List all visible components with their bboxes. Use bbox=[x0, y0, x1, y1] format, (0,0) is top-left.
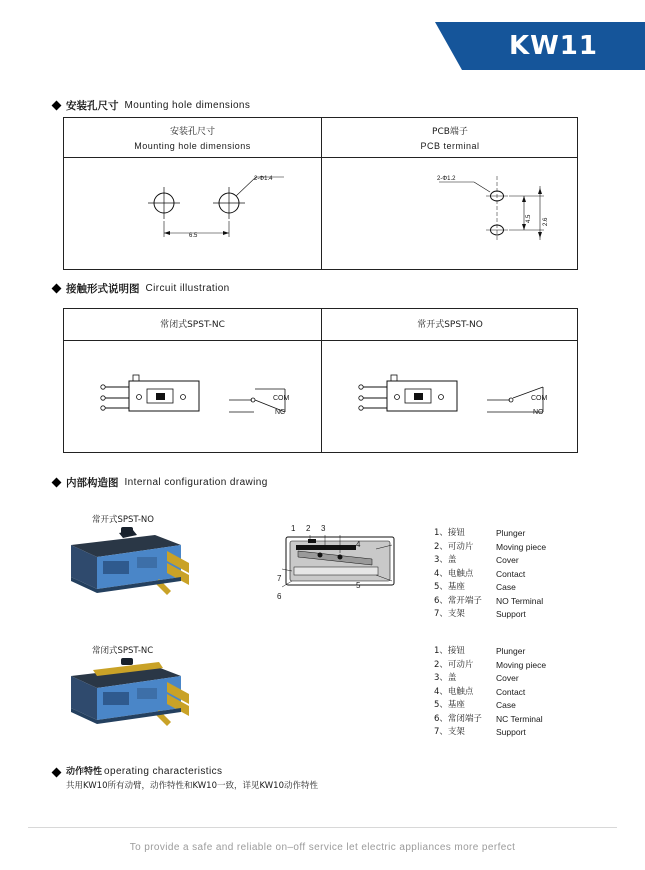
legend-item bbox=[434, 608, 546, 622]
circuit-nc-drawing bbox=[89, 367, 304, 437]
circuit-col1-header bbox=[64, 319, 321, 333]
legend-no-3-cn: 4、电触点 bbox=[434, 568, 474, 579]
operating-cn: 动作特性 bbox=[66, 767, 103, 777]
legend-item bbox=[434, 659, 546, 673]
diamond-bullet-icon bbox=[52, 767, 62, 777]
diamond-bullet-icon bbox=[52, 478, 62, 488]
mounting-col2-cn: PCB端子 bbox=[432, 127, 468, 137]
operating-en: operating characteristics bbox=[104, 766, 223, 777]
circuit-no-drawing bbox=[347, 367, 562, 437]
legend-item bbox=[434, 541, 546, 555]
legend-nc-1-en: Moving piece bbox=[496, 659, 547, 670]
switch-photo-no bbox=[63, 527, 193, 599]
mounting-dim-hole: 2-Φ1.4 bbox=[254, 176, 273, 182]
legend-nc-5-en: NC Terminal bbox=[496, 713, 543, 724]
circuit-table-hdivider bbox=[64, 340, 577, 341]
callout-5: 5 bbox=[356, 581, 361, 590]
mounting-dim-pitch: 6.5 bbox=[189, 233, 198, 239]
internal-cross-section-no bbox=[280, 525, 405, 595]
section-mounting-en: Mounting hole dimensions bbox=[124, 100, 251, 111]
callout-1: 1 bbox=[291, 524, 296, 533]
pcb-dim-v2: 2.6 bbox=[543, 217, 549, 226]
mounting-col2-en: PCB terminal bbox=[420, 140, 480, 151]
diamond-bullet-icon bbox=[52, 101, 62, 111]
legend-no-5-en: NO Terminal bbox=[496, 595, 544, 606]
legend-no-1-en: Moving piece bbox=[496, 541, 547, 552]
legend-nc-6-en: Support bbox=[496, 727, 526, 737]
legend-no-6-en: Support bbox=[496, 609, 526, 619]
mounting-table bbox=[63, 117, 578, 270]
legend-item bbox=[434, 672, 546, 686]
legend-no-3-en: Contact bbox=[496, 568, 526, 579]
mounting-col1-en: Mounting hole dimensions bbox=[134, 140, 251, 151]
legend-item bbox=[434, 713, 546, 727]
legend-nc-4-cn: 5、基座 bbox=[434, 700, 465, 710]
section-mounting-cn: 安装孔尺寸 bbox=[66, 100, 119, 112]
legend-item bbox=[434, 726, 546, 740]
footer-text: To provide a safe and reliable on–off service let electric appliances more perfect bbox=[129, 842, 516, 853]
circuit-col2-header bbox=[322, 319, 578, 333]
legend-no-1-cn: 2、可动片 bbox=[434, 541, 474, 552]
callout-7: 7 bbox=[277, 574, 282, 583]
circuit-nc-nc-label: NC bbox=[275, 409, 286, 416]
legend-item bbox=[434, 568, 546, 582]
legend-nc-3-cn: 4、电触点 bbox=[434, 686, 474, 697]
legend-no-5-cn: 6、常开端子 bbox=[434, 595, 482, 606]
legend-no-4-cn: 5、基座 bbox=[434, 582, 465, 592]
legend-item bbox=[434, 645, 546, 659]
pcb-dim-hole: 2-Φ1.2 bbox=[437, 176, 456, 182]
legend-item bbox=[434, 699, 546, 713]
legend-nc-3-en: Contact bbox=[496, 686, 526, 697]
legend-nc-2-en: Cover bbox=[496, 673, 519, 683]
diamond-bullet-icon bbox=[52, 284, 62, 294]
legend-nc-0-cn: 1、接钮 bbox=[434, 646, 465, 656]
mounting-col1-cn: 安装孔尺寸 bbox=[169, 127, 215, 137]
operating-note: 共用KW10所有动臂，动作特性和KW10一致，详见KW10动作特性 bbox=[66, 781, 318, 791]
mounting-col1-header bbox=[64, 126, 321, 153]
circuit-nc-com-label: COM bbox=[273, 395, 290, 402]
pcb-terminal-drawing bbox=[364, 168, 564, 263]
operating-heading bbox=[53, 765, 318, 779]
legend-no-0-en: Plunger bbox=[496, 528, 526, 538]
header-banner bbox=[462, 22, 645, 70]
callout-2: 2 bbox=[306, 524, 311, 533]
legend-item bbox=[434, 554, 546, 568]
legend-no-0-cn: 1、接钮 bbox=[434, 528, 465, 538]
page-title: KW11 bbox=[508, 31, 598, 61]
section-heading-mounting bbox=[53, 98, 250, 113]
legend-item bbox=[434, 527, 546, 541]
legend-nc-6-cn: 7、支架 bbox=[434, 727, 465, 737]
mounting-hole-drawing bbox=[124, 173, 304, 263]
legend-item bbox=[434, 686, 546, 700]
pcb-dim-v1: 4.5 bbox=[526, 214, 532, 223]
legend-nc-5-cn: 6、常闭端子 bbox=[434, 713, 482, 724]
legend-no-4-en: Case bbox=[496, 582, 516, 592]
circuit-table bbox=[63, 308, 578, 453]
legend-nc bbox=[434, 645, 546, 740]
legend-item bbox=[434, 581, 546, 595]
circuit-col1-label: 常闭式SPST-NC bbox=[160, 320, 225, 330]
legend-nc-0-en: Plunger bbox=[496, 646, 526, 656]
footer-divider bbox=[28, 827, 617, 828]
section-internal-cn: 内部构造图 bbox=[66, 477, 119, 489]
legend-nc-2-cn: 3、盖 bbox=[434, 673, 457, 683]
legend-nc-1-cn: 2、可动片 bbox=[434, 659, 474, 670]
circuit-no-com-label: COM bbox=[531, 395, 548, 402]
legend-no-6-cn: 7、支架 bbox=[434, 609, 465, 619]
photo-no-label: 常开式SPST-NO bbox=[92, 515, 154, 525]
photo-nc-label: 常闭式SPST-NC bbox=[92, 646, 154, 656]
section-internal-en: Internal configuration drawing bbox=[124, 477, 268, 488]
section-heading-internal bbox=[53, 475, 268, 490]
legend-no-2-en: Cover bbox=[496, 555, 519, 565]
section-heading-circuit bbox=[53, 281, 230, 296]
legend-no-2-cn: 3、盖 bbox=[434, 555, 457, 565]
mounting-table-hdivider bbox=[64, 157, 577, 158]
callout-4: 4 bbox=[356, 540, 361, 549]
legend-nc-4-en: Case bbox=[496, 700, 516, 710]
legend-no bbox=[434, 527, 546, 622]
section-circuit-en: Circuit illustration bbox=[145, 283, 230, 294]
callout-3: 3 bbox=[321, 524, 326, 533]
callout-6: 6 bbox=[277, 592, 282, 601]
switch-photo-nc bbox=[63, 658, 193, 730]
legend-item bbox=[434, 595, 546, 609]
section-operating bbox=[53, 765, 318, 793]
circuit-col2-label: 常开式SPST-NO bbox=[417, 320, 483, 330]
section-circuit-cn: 接触形式说明图 bbox=[66, 283, 140, 295]
circuit-no-no-label: NO bbox=[533, 409, 544, 416]
mounting-col2-header bbox=[322, 126, 578, 153]
